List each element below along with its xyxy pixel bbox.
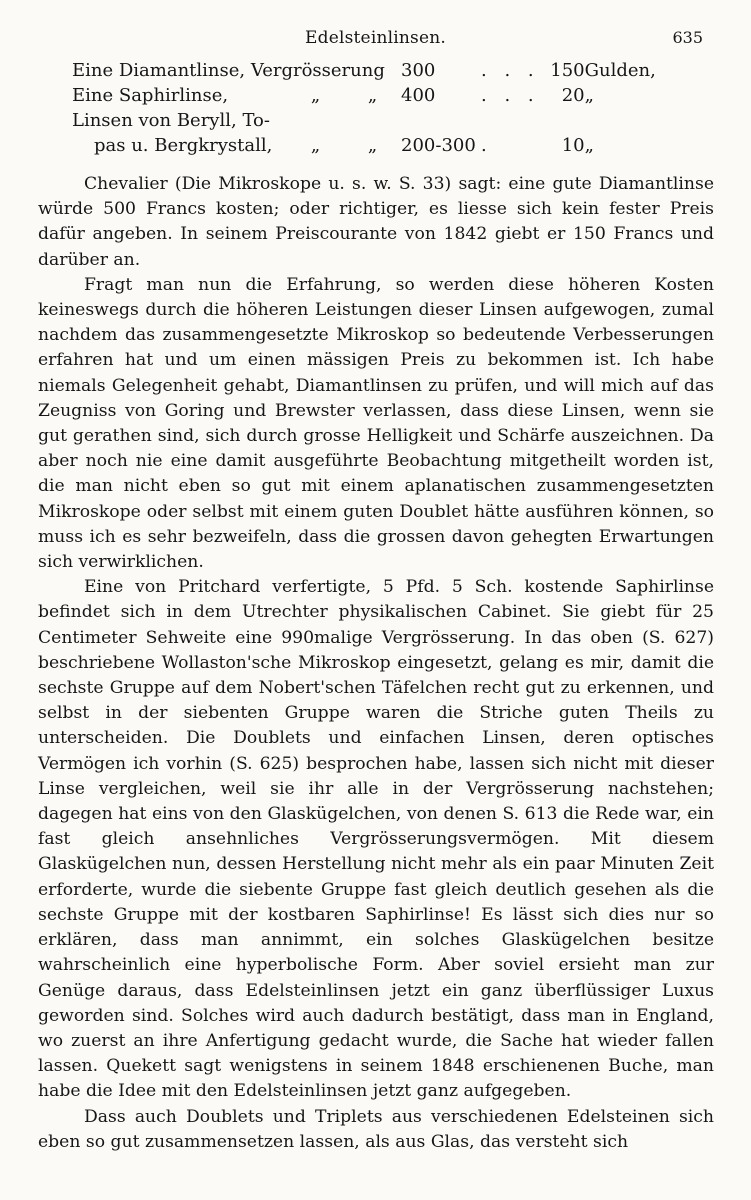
leader-dots: . [481,135,493,156]
page-header [0,28,751,54]
price-unit: Gulden, [584,60,656,81]
ditto-mark: „ [310,85,321,106]
lens-name: Linsen von Beryll, To- [72,110,270,131]
price-value: 10 [561,135,585,156]
price-value: 150 [550,60,585,81]
magnification: 200-300 [401,135,476,156]
ditto-mark: „ [310,135,321,156]
price-table [72,60,685,160]
magnification: 300 [401,60,436,81]
ditto-mark: „ [367,135,378,156]
leader-dots: . . . [481,60,540,81]
price-row-beryl [72,135,685,160]
paragraph-chevalier: Chevalier (Die Mikroskope u. s. w. S. 33) sagt: eine gute Diamantlinse würde 500 Francs kosten; oder richtiger, es liesse sich kein fester Preis dafür angeben. In seinem Preiscourante von 1842 giebt er 150 Francs und darüber an. [38,174,714,270]
lens-name: Eine Diamantlinse, Vergrösserung [72,60,385,81]
magnification: 400 [401,85,436,106]
price-row-sapphire [72,85,685,110]
price-unit: „ [584,135,594,156]
price-value: 20 [561,85,585,106]
paragraph-pritchard: Eine von Pritchard verfertigte, 5 Pfd. 5 Sch. kostende Saphirlinse befindet sich in dem Utrechter physikalischen Cabinet. Sie giebt für 25 Centimeter Sehweite eine 990malige Vergrösserung. In das oben (S. 627) beschriebene Wollaston'sche Mikroskop eingesetzt, gelang es mir, damit die sechste Gruppe auf dem Nobert'schen Täfelchen recht gut zu erkennen, und selbst in der siebenten Gruppe waren die Striche guten Theils zu unterscheiden. Die Doublets und einfachen Linsen, deren optisches Vermögen ich vorhin (S. 625) besprochen habe, lassen sich nicht mit dieser Linse vergleichen, weil sie ihr alle in der Vergrösserung nachstehen; dagegen hat eins von den Glaskügelchen, von denen S. 613 die Rede war, ein fast gleich ansehnliches Vergrösserungsvermögen. Mit diesem Glaskügelchen nun, dessen Herstellung nicht mehr als ein paar Minuten Zeit erforderte, wurde die siebente Gruppe fast gleich deutlich gesehen als die sechste Gruppe mit der kostbaren Saphirlinse! Es lässt sich dies nur so erklären, dass man annimmt, ein solches Glaskügelchen besitze wahrscheinlich eine hyperbolische Form. Aber soviel ersieht man zur Genüge daraus, dass Edelsteinlinsen jetzt ein ganz überflüssiger Luxus geworden sind. Solches wird auch dadurch bestätigt, dass man in England, wo zuerst an ihre Anfertigung gedacht wurde, die Sache hat wieder fallen lassen. Quekett sagt wenigstens in seinem 1848 erschienenen Buche, man habe die Idee mit den Edelsteinlinsen jetzt ganz aufgegeben. [38,577,714,1102]
paragraph-doublets: Dass auch Doublets und Triplets aus verschiedenen Edelsteinen sich eben so gut zusammensetzen lassen, als aus Glas, das versteht sich [38,1106,714,1152]
ditto-mark: „ [367,85,378,106]
price-unit: „ [584,85,594,106]
lens-name: Eine Saphirlinse, [72,85,229,106]
paragraph-erfahrung: Fragt man nun die Erfahrung, so werden diese höheren Kosten keineswegs durch die höheren Leistungen dieser Linsen aufgewogen, zumal nachdem das zusammengesetzte Mikroskop so bedeutende Verbesserungen erfahren hat und um einen mässigen Preis zu bekommen ist. Ich habe niemals Gelegenheit gehabt, Diamantlinsen zu prüfen, und will mich auf das Zeugniss von Goring und Brewster verlassen, dass diese Linsen, wenn sie gut gerathen sind, sich durch grosse Helligkeit und Schärfe auszeichnen. Da aber noch nie eine damit ausgeführte Beobachtung mitgetheilt worden ist, die man nicht eben so gut mit einem aplanatischen zusammengesetzten Mikroskope oder selbst mit einem guten Doublet hätte ausführen können, so muss ich es sehr bezweifeln, dass die grossen davon gehegten Erwartungen sich verwirklichen. [38,274,714,573]
price-row-beryl-line1 [72,110,685,135]
body-text [38,172,714,1155]
running-title: Edelsteinlinsen. [305,28,446,48]
leader-dots: . . . [481,85,540,106]
page-number: 635 [672,28,703,47]
lens-name-continued: pas u. Bergkrystall, [94,135,273,156]
price-row-diamond [72,60,685,85]
